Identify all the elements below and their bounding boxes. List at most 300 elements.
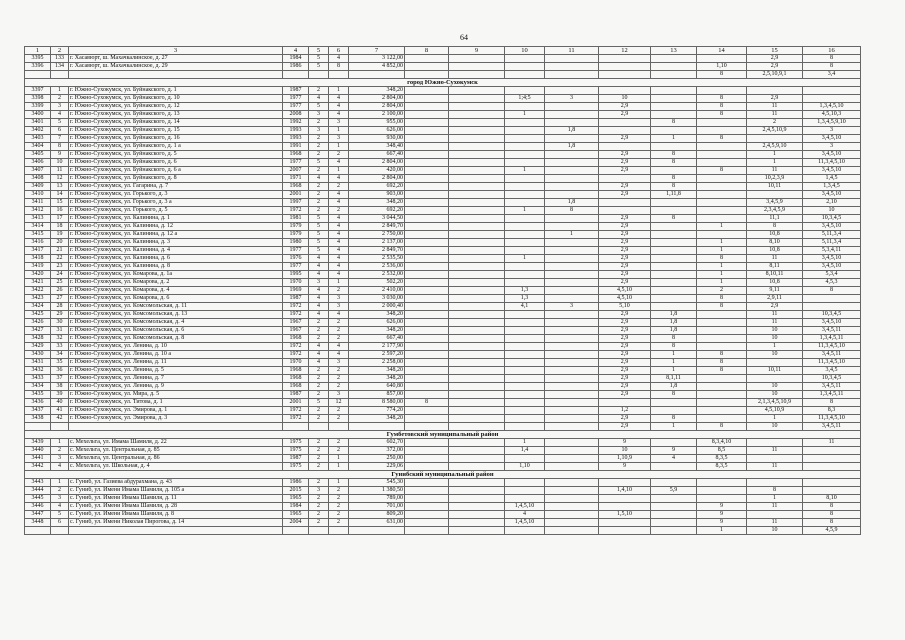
table-cell: 701,00 [349,503,405,511]
table-cell: 3 044,50 [349,215,405,223]
table-cell: 8 [697,135,747,143]
table-cell: г. Южно-Сухокумск, ул. Ленина, д. 11 [69,359,283,367]
table-cell: 21 [51,247,69,255]
table-cell: г. Южно-Сухокумск, ул. Калинина, д. 4 [69,247,283,255]
table-cell: 3 [545,303,599,311]
table-cell [449,127,505,135]
table-cell [697,119,747,127]
table-cell: 348,40 [349,143,405,151]
table-cell: 11 [747,447,803,455]
table-cell [545,55,599,63]
table-row [25,519,861,527]
table-cell [69,71,283,79]
table-cell: 2 849,70 [349,223,405,231]
table-row [25,255,861,263]
column-header: 16 [803,47,861,55]
table-cell: с. Мехельта, ул. Школьная, д. 4 [69,463,283,471]
table-cell: 2 750,00 [349,231,405,239]
table-cell [505,119,545,127]
table-cell [449,423,505,431]
table-cell: 2,9 [599,111,651,119]
table-cell: 2 [309,135,329,143]
table-cell [697,343,747,351]
table-cell [309,71,329,79]
table-cell [405,63,449,71]
table-cell [449,71,505,79]
table-cell: г. Южно-Сухокумск, ул. Буйнакского, д. 12 [69,103,283,111]
table-cell [545,135,599,143]
table-cell: 11 [747,503,803,511]
table-cell [405,111,449,119]
table-cell [545,223,599,231]
table-cell: 5 [309,63,329,71]
table-cell [405,391,449,399]
table-cell [545,463,599,471]
table-cell [405,295,449,303]
table-cell [747,135,803,143]
table-cell [449,247,505,255]
table-cell: 10,8 [747,279,803,287]
table-cell [651,527,697,535]
table-cell: 1,3 [505,287,545,295]
table-cell [449,207,505,215]
table-cell: 12 [51,175,69,183]
table-cell [405,191,449,199]
table-cell: 2,9 [599,191,651,199]
table-cell: 3 030,00 [349,295,405,303]
table-cell: 1,3,4,5,10 [803,103,861,111]
table-cell: 809,20 [349,511,405,519]
table-cell: 8 580,00 [349,399,405,407]
table-cell: 4 [309,303,329,311]
table-cell: 8,3,5 [697,455,747,463]
table-cell: 4,5,10,9 [747,407,803,415]
table-cell: г. Южно-Сухокумск, ул. Буйнакского, д. 8 [69,175,283,183]
table-cell [545,415,599,423]
table-cell: 3440 [25,447,51,455]
table-cell: 3 122,00 [349,55,405,63]
table-cell [545,175,599,183]
table-cell: 1 [51,439,69,447]
table-cell [449,479,505,487]
table-cell [449,511,505,519]
column-header: 15 [747,47,803,55]
table-cell: 2 [309,495,329,503]
table-cell [405,423,449,431]
table-cell: г. Южно-Сухокумск, ул. Комарова, д. 1а [69,271,283,279]
table-cell [803,303,861,311]
table-cell: 4 [329,311,349,319]
table-cell: 2015 [283,487,309,495]
table-cell [545,311,599,319]
table-cell [25,423,51,431]
table-cell: 5 [51,119,69,127]
table-cell: 27 [51,295,69,303]
table-cell [747,439,803,447]
table-cell [405,527,449,535]
table-cell: 35 [51,359,69,367]
table-cell [545,495,599,503]
table-cell [449,447,505,455]
table-row [25,239,861,247]
table-cell: 3403 [25,135,51,143]
table-cell: г. Южно-Сухокумск, ул. Ленина, д. 10 а [69,351,283,359]
table-cell: 3 [51,455,69,463]
table-cell [405,303,449,311]
table-cell [803,479,861,487]
table-cell [349,71,405,79]
table-cell: 2 [329,319,349,327]
table-cell: 3429 [25,343,51,351]
table-cell: 10,3,4,5 [803,375,861,383]
table-cell: 3438 [25,415,51,423]
table-cell [545,447,599,455]
table-cell [449,375,505,383]
table-cell [651,247,697,255]
table-cell: 2,9 [747,55,803,63]
table-cell: 31 [51,327,69,335]
table-cell: 4 [329,231,349,239]
table-cell: г. Южно-Сухокумск, ул. Титова, д. 1 [69,399,283,407]
table-cell [599,519,651,527]
table-cell: 1 [329,167,349,175]
table-cell: 1977 [283,95,309,103]
table-cell: 30 [51,319,69,327]
table-cell: с. Мехельта, ул. Центральная, д. 85 [69,447,283,455]
table-cell [449,223,505,231]
table-cell [449,255,505,263]
table-cell: 3415 [25,231,51,239]
table-cell [545,215,599,223]
table-cell: 1,4 [505,447,545,455]
table-cell [283,423,309,431]
table-cell [405,247,449,255]
table-cell [651,279,697,287]
table-row [25,311,861,319]
table-cell: 1970 [283,359,309,367]
table-cell [697,335,747,343]
table-cell: с. Гуниб, ул. Имени Имама Шамиля, д. 8 [69,511,283,519]
table-cell: 1972 [283,303,309,311]
table-cell [651,463,697,471]
table-cell [405,439,449,447]
table-cell: 2,9 [599,167,651,175]
table-cell [405,199,449,207]
table-cell [449,495,505,503]
table-cell [599,71,651,79]
table-cell [599,495,651,503]
table-cell: 3418 [25,255,51,263]
table-row [25,487,861,495]
table-cell: г. Южно-Сухокумск, ул. Буйнакского, д. 6 [69,159,283,167]
table-cell: 8 [697,295,747,303]
table-cell: 2001 [283,399,309,407]
table-cell [697,407,747,415]
table-cell [25,527,51,535]
table-cell: 1970 [283,279,309,287]
table-cell: 1,8 [545,127,599,135]
table-cell: 2 [329,375,349,383]
table-cell [405,215,449,223]
table-cell: 420,00 [349,167,405,175]
table-cell: 3,4,5,10 [803,167,861,175]
table-cell [505,263,545,271]
table-cell: 1 [329,87,349,95]
table-cell [599,63,651,71]
table-cell: 8 [697,103,747,111]
table-cell: 1,11,8 [651,191,697,199]
table-cell: 3,4,5,10 [803,151,861,159]
table-cell: 11 [747,255,803,263]
table-cell [405,103,449,111]
table-cell [545,423,599,431]
table-cell: 2,9,11 [747,295,803,303]
table-cell [505,231,545,239]
table-cell [651,231,697,239]
table-cell [651,207,697,215]
table-cell [545,383,599,391]
table-cell [405,239,449,247]
table-cell: 133 [51,55,69,63]
table-cell: 1967 [283,327,309,335]
table-cell: 4 [329,95,349,103]
table-cell: 1 [697,271,747,279]
table-cell: 1972 [283,415,309,423]
table-cell: 3425 [25,311,51,319]
table-cell [545,255,599,263]
table-cell: 2 849,70 [349,247,405,255]
table-cell: 2 [309,439,329,447]
table-cell: 5,11,3,4 [803,239,861,247]
table-cell [505,279,545,287]
table-cell [599,127,651,135]
table-cell: 1 [329,143,349,151]
table-cell: 4 [329,191,349,199]
table-cell: 1 [697,247,747,255]
table-cell [505,183,545,191]
table-cell [405,287,449,295]
table-cell [283,71,309,79]
table-cell: 1 [329,127,349,135]
table-row [25,143,861,151]
table-cell: 8 [651,183,697,191]
table-cell: 9 [697,519,747,527]
table-cell: 229,06 [349,463,405,471]
table-row [25,175,861,183]
table-cell [505,191,545,199]
table-cell: 1,8 [545,199,599,207]
table-cell [697,127,747,135]
table-cell [405,263,449,271]
table-cell: 10 [747,351,803,359]
table-cell: 8 [697,167,747,175]
table-cell: 1,4,5,10 [505,519,545,527]
table-cell: 1971 [283,175,309,183]
table-cell: 2,9 [747,63,803,71]
table-cell [449,159,505,167]
table-cell [747,375,803,383]
table-cell: г. Южно-Сухокумск, ул. Горького, д. 3 [69,191,283,199]
table-cell: 15 [51,199,69,207]
table-cell [651,287,697,295]
table-cell: 3 [309,127,329,135]
table-cell [651,303,697,311]
table-cell: 4 [329,103,349,111]
table-cell [405,87,449,95]
table-cell: 1 [651,135,697,143]
table-cell: 8 [51,143,69,151]
table-cell [405,359,449,367]
table-cell [449,87,505,95]
table-cell: 2 [329,183,349,191]
table-cell: 9 [697,511,747,519]
table-cell [405,279,449,287]
table-cell [697,375,747,383]
table-cell: 3 [309,111,329,119]
table-cell [545,295,599,303]
column-header: 2 [51,47,69,55]
table-row [25,407,861,415]
column-header: 3 [69,47,283,55]
table-cell: 8,11 [747,263,803,271]
table-cell: 1 380,50 [349,487,405,495]
table-cell: 1984 [283,503,309,511]
table-cell [505,63,545,71]
table-cell: 2,9 [599,151,651,159]
table-cell: 1 [505,111,545,119]
table-cell: 1 [651,423,697,431]
table-cell [329,527,349,535]
table-cell: 1987 [283,295,309,303]
table-cell [651,127,697,135]
table-cell [405,223,449,231]
column-header: 4 [283,47,309,55]
table-cell [505,199,545,207]
table-cell [449,399,505,407]
table-row [25,111,861,119]
table-cell: 3,4,5,10 [803,135,861,143]
table-cell: 3,4,5,11 [803,327,861,335]
table-cell: 1968 [283,383,309,391]
table-cell: 8 [803,511,861,519]
table-cell: 3448 [25,519,51,527]
table-cell: 2 532,00 [349,271,405,279]
table-cell: 3 [309,279,329,287]
table-cell [651,103,697,111]
table-cell: 4 [329,271,349,279]
table-cell: 6 [51,127,69,135]
table-cell: 1972 [283,207,309,215]
table-cell [697,391,747,399]
table-cell: 9 [51,151,69,159]
table-row [25,327,861,335]
table-cell: 8 [803,503,861,511]
table-cell: 3431 [25,359,51,367]
table-cell: 3405 [25,151,51,159]
table-cell: 2 [51,487,69,495]
table-cell: 2 [329,207,349,215]
table-cell: 8,10 [803,495,861,503]
table-cell: 930,00 [349,135,405,143]
table-cell [405,151,449,159]
table-cell [599,87,651,95]
table-cell: 10 [747,423,803,431]
table-cell [69,527,283,535]
table-cell [697,183,747,191]
table-cell: 4 [329,255,349,263]
table-cell: 8 [405,399,449,407]
table-cell: 1 [329,479,349,487]
table-cell: 3399 [25,103,51,111]
table-cell: 3 [51,495,69,503]
table-cell: 1 [747,495,803,503]
table-cell: 2 [329,367,349,375]
table-cell: 3 [803,127,861,135]
table-cell [747,359,803,367]
table-cell: 2,9 [599,223,651,231]
table-cell [697,207,747,215]
table-cell: 3426 [25,319,51,327]
table-cell [405,479,449,487]
table-cell: 34 [51,351,69,359]
table-cell: 2,9 [747,303,803,311]
table-cell: 2 [309,143,329,151]
table-cell: 3423 [25,295,51,303]
table-cell: 1 [329,279,349,287]
table-cell: 774,20 [349,407,405,415]
table-cell: 9 [599,463,651,471]
table-cell: 24 [51,271,69,279]
table-cell: 1 [697,239,747,247]
table-cell: 348,20 [349,327,405,335]
table-cell [545,407,599,415]
table-cell: 20 [51,239,69,247]
table-cell: 640,80 [349,383,405,391]
table-cell: 8 [329,63,349,71]
table-cell [505,127,545,135]
table-cell [697,487,747,495]
table-cell: 4,5,3 [803,279,861,287]
table-cell: 4,5,10,3 [803,111,861,119]
table-cell: 3411 [25,199,51,207]
table-cell [545,511,599,519]
table-cell: 2 [309,327,329,335]
table-cell: 1,10 [505,463,545,471]
table-cell: 1977 [283,247,309,255]
table-cell: с. Гуниб, ул. Имени Имама Шамиля, д. 11 [69,495,283,503]
table-cell: 2 [309,511,329,519]
table-cell [545,239,599,247]
table-cell [405,351,449,359]
table-cell [545,455,599,463]
table-cell: 602,70 [349,439,405,447]
table-cell: 3 [51,103,69,111]
table-cell: 2 [329,415,349,423]
table-cell: 1969 [283,287,309,295]
table-cell [651,95,697,103]
table-cell [51,423,69,431]
table-cell: 10,2,3,9 [747,175,803,183]
table-cell: 10 [747,383,803,391]
table-cell: 11 [51,167,69,175]
table-cell: 2,9 [599,319,651,327]
table-cell: 11 [747,311,803,319]
table-row [25,391,861,399]
table-row [25,319,861,327]
table-cell [449,119,505,127]
table-cell: 10 [747,527,803,535]
table-cell: 12 [329,399,349,407]
